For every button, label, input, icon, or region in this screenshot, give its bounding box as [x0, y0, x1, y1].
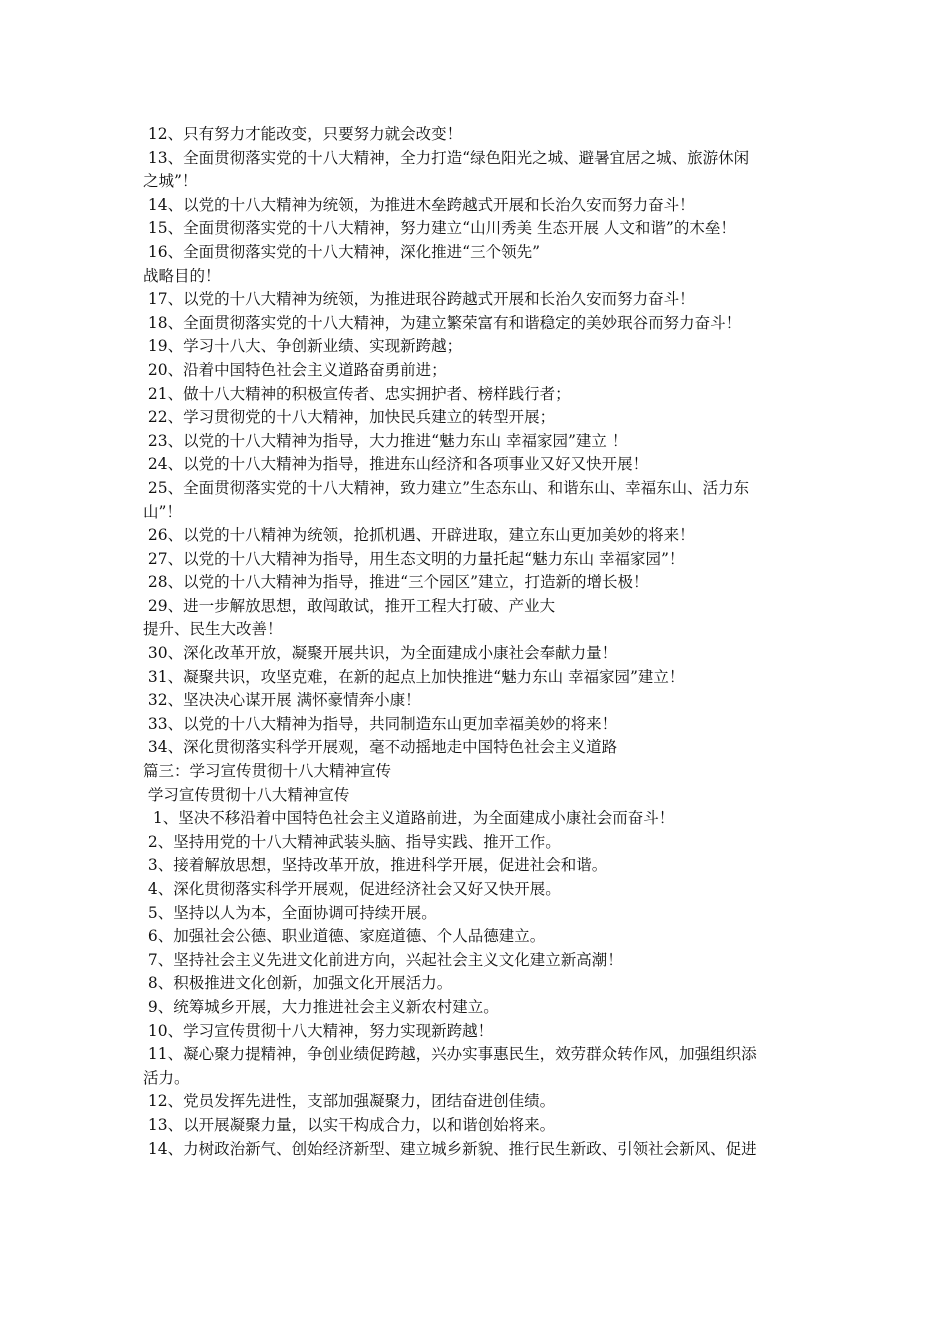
text-line: 战略目的！	[143, 266, 221, 285]
text-line: 7、坚持社会主义先进文化前进方向，兴起社会主义文化建立新高潮！	[143, 950, 623, 969]
text-line: 山”！	[143, 502, 182, 521]
text-line: 21、做十八大精神的积极宣传者、忠实拥护者、榜样践行者；	[143, 384, 571, 403]
text-line: 11、凝心聚力提精神，争创业绩促跨越，兴办实事惠民生，效劳群众转作风，加强组织添	[143, 1045, 757, 1064]
text-line: 27、以党的十八大精神为指导，用生态文明的力量托起“魅力东山 幸福家园”！	[143, 549, 685, 568]
text-line: 篇三：学习宣传贯彻十八大精神宣传	[143, 762, 392, 781]
text-line: 5、坚持以人为本，全面协调可持续开展。	[143, 903, 437, 922]
text-line: 2、坚持用党的十八大精神武装头脑、指导实践、推开工作。	[143, 832, 561, 851]
text-line: 10、学习宣传贯彻十八大精神，努力实现新跨越！	[143, 1021, 494, 1040]
text-line: 18、全面贯彻落实党的十八大精神，为建立繁荣富有和谐稳定的美妙珉谷而努力奋斗！	[143, 313, 742, 332]
text-line: 34、深化贯彻落实科学开展观，毫不动摇地走中国特色社会主义道路	[143, 738, 618, 757]
text-line: 提升、民生大改善！	[143, 620, 283, 639]
text-line: 30、深化改革开放，凝聚开展共识，为全面建成小康社会奉献力量！	[143, 644, 618, 663]
text-line: 14、以党的十八大精神为统领，为推进木垒跨越式开展和长治久安而努力奋斗！	[143, 195, 695, 214]
text-line: 25、全面贯彻落实党的十八大精神，致力建立”生态东山、和谐东山、幸福东山、活力东	[143, 478, 750, 497]
text-line: 32、坚决决心谋开展 满怀豪情奔小康！	[143, 691, 421, 710]
text-line: 33、以党的十八大精神为指导，共同制造东山更加幸福美妙的将来！	[143, 714, 618, 733]
text-line: 12、党员发挥先进性，支部加强凝聚力，团结奋进创佳绩。	[143, 1092, 556, 1111]
text-line: 9、统筹城乡开展，大力推进社会主义新农村建立。	[143, 997, 499, 1016]
text-line: 31、凝聚共识，攻坚克难，在新的起点上加快推进“魅力东山 幸福家园”建立！	[143, 667, 685, 686]
text-line: 26、以党的十八精神为统领，抢抓机遇、开辟进取，建立东山更加美妙的将来！	[143, 526, 695, 545]
text-line: 3、接着解放思想，坚持改革开放，推进科学开展，促进社会和谐。	[143, 856, 608, 875]
text-line: 24、以党的十八大精神为指导，推进东山经济和各项事业又好又快开展！	[143, 455, 649, 474]
text-line: 14、力树政治新气、创始经济新型、建立城乡新貌、推行民生新政、引领社会新风、促进	[143, 1139, 757, 1158]
text-line: 学习宣传贯彻十八大精神宣传	[143, 785, 350, 804]
text-line: 28、以党的十八大精神为指导，推进“三个园区”建立，打造新的增长极！	[143, 573, 649, 592]
text-line: 22、学习贯彻党的十八大精神，加快民兵建立的转型开展；	[143, 408, 556, 427]
text-line: 12、只有努力才能改变，只要努力就会改变！	[143, 125, 463, 143]
text-line: 6、加强社会公德、职业道德、家庭道德、个人品德建立。	[143, 927, 546, 946]
text-line: 16、全面贯彻落实党的十八大精神，深化推进“三个领先”	[143, 242, 541, 261]
text-line: 17、以党的十八大精神为统领，为推进珉谷跨越式开展和长治久安而努力奋斗！	[143, 290, 695, 309]
text-line: 1、坚决不移沿着中国特色社会主义道路前进，为全面建成小康社会而奋斗！	[143, 809, 675, 828]
text-line: 29、进一步解放思想，敢闯敢试，推开工程大打破、产业大	[143, 596, 556, 615]
text-line: 之城”！	[143, 172, 198, 191]
text-line: 13、以开展凝聚力量，以实干构成合力，以和谐创始将来。	[143, 1115, 556, 1134]
text-line: 8、积极推进文化创新，加强文化开展活力。	[143, 974, 453, 993]
text-line: 15、全面贯彻落实党的十八大精神，努力建立“山川秀美 生态开展 人文和谐”的木垒！	[143, 219, 736, 238]
text-line: 13、全面贯彻落实党的十八大精神，全力打造“绿色阳光之城、避暑宜居之城、旅游休闲	[143, 148, 750, 167]
text-line: 23、以党的十八大精神为指导，大力推进“魅力东山 幸福家园”建立 ！	[143, 431, 628, 450]
text-line: 20、沿着中国特色社会主义道路奋勇前进；	[143, 360, 447, 379]
text-line: 活力。	[143, 1068, 190, 1087]
text-line: 4、深化贯彻落实科学开展观，促进经济社会又好又快开展。	[143, 880, 561, 898]
document-body	[143, 123, 811, 1161]
text-line: 19、学习十八大、争创新业绩、实现新跨越；	[143, 337, 463, 356]
